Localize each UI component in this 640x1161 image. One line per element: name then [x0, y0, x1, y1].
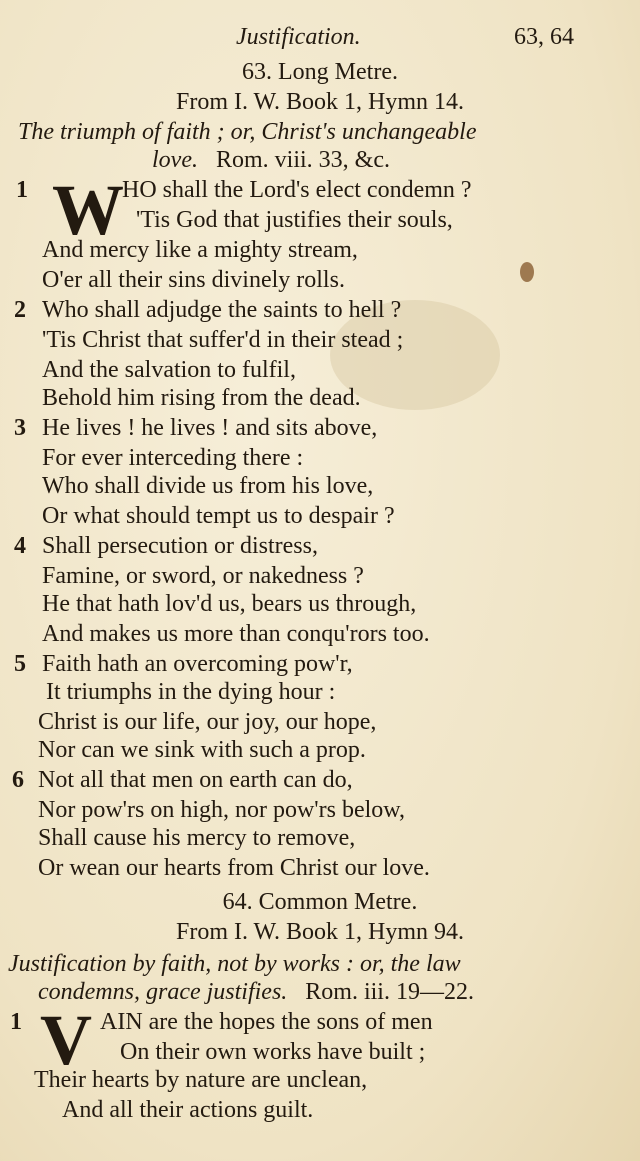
verse-line: He lives ! he lives ! and sits above,	[42, 415, 378, 441]
hymn-64-subject-italic: condemns, grace justifies.	[38, 979, 288, 1005]
hymn-63-subject-italic: love.	[152, 147, 198, 173]
verse-line: And makes us more than conqu'rors too.	[42, 621, 430, 647]
hymn-63-subject-line-2	[152, 146, 390, 174]
verse-line: AIN are the hopes the sons of men	[100, 1009, 433, 1035]
verse-number: 1	[16, 177, 28, 203]
verse-line: Or wean our hearts from Christ our love.	[38, 855, 430, 881]
verse-line: HO shall the Lord's elect condemn ?	[122, 177, 472, 203]
verse-line: Shall cause his mercy to remove,	[38, 825, 356, 851]
verse-line: For ever interceding there :	[42, 445, 304, 471]
verse-number: 3	[14, 415, 26, 441]
verse-line: Who shall divide us from his love,	[42, 473, 374, 499]
hymn-64-subject-line-1: Justification by faith, not by works : or, the law	[8, 951, 461, 977]
verse-number: 5	[14, 651, 26, 677]
verse-number: 1	[10, 1009, 22, 1035]
verse-line: Or what should tempt us to despair ?	[42, 503, 395, 529]
paper-stain	[520, 262, 534, 282]
verse-line: Behold him rising from the dead.	[42, 385, 361, 411]
verse-line: And mercy like a mighty stream,	[42, 237, 358, 263]
verse-line: Nor pow'rs on high, nor pow'rs below,	[38, 797, 406, 823]
verse-line: He that hath lov'd us, bears us through,	[42, 591, 417, 617]
verse-line: 'Tis Christ that suffer'd in their stead ;	[42, 327, 404, 353]
hymn-63-source: From I. W. Book 1, Hymn 14.	[175, 89, 465, 115]
drop-cap: V	[40, 1000, 92, 1080]
verse-number: 6	[12, 767, 24, 793]
running-title: Justification.	[236, 24, 361, 50]
verse-line: And all their actions guilt.	[62, 1097, 314, 1123]
hymn-63-number-metre: 63. Long Metre.	[242, 59, 398, 85]
verse-line: And the salvation to fulfil,	[42, 357, 296, 383]
verse-line: O'er all their sins divinely rolls.	[42, 267, 345, 293]
verse-line: Famine, or sword, or nakedness ?	[42, 563, 364, 589]
verse-number: 2	[14, 297, 26, 323]
verse-line: Christ is our life, our joy, our hope,	[38, 709, 377, 735]
drop-cap: W	[52, 170, 124, 250]
hymn-63-subject-line-1: The triumph of faith ; or, Christ's unchangeable	[18, 119, 477, 145]
verse-line: Their hearts by nature are unclean,	[34, 1067, 368, 1093]
hymn-64-subject-line-2	[38, 978, 474, 1006]
hymn-63-scripture-ref: Rom. viii. 33, &c.	[215, 147, 390, 173]
verse-line: It triumphs in the dying hour :	[46, 679, 336, 705]
hymn-64-number-metre: 64. Common Metre.	[222, 889, 418, 915]
verse-line: Nor can we sink with such a prop.	[38, 737, 366, 763]
verse-line: Not all that men on earth can do,	[38, 767, 353, 793]
hymn-64-scripture-ref: Rom. iii. 19—22.	[305, 979, 474, 1005]
verse-line: On their own works have built ;	[120, 1039, 426, 1065]
verse-line: Who shall adjudge the saints to hell ?	[42, 297, 402, 323]
hymn-64-source: From I. W. Book 1, Hymn 94.	[175, 919, 465, 945]
verse-number: 4	[14, 533, 26, 559]
verse-line: Shall persecution or distress,	[42, 533, 318, 559]
page-numbers: 63, 64	[514, 24, 574, 50]
verse-line: Faith hath an overcoming pow'r,	[42, 651, 353, 677]
verse-line: 'Tis God that justifies their souls,	[136, 207, 453, 233]
